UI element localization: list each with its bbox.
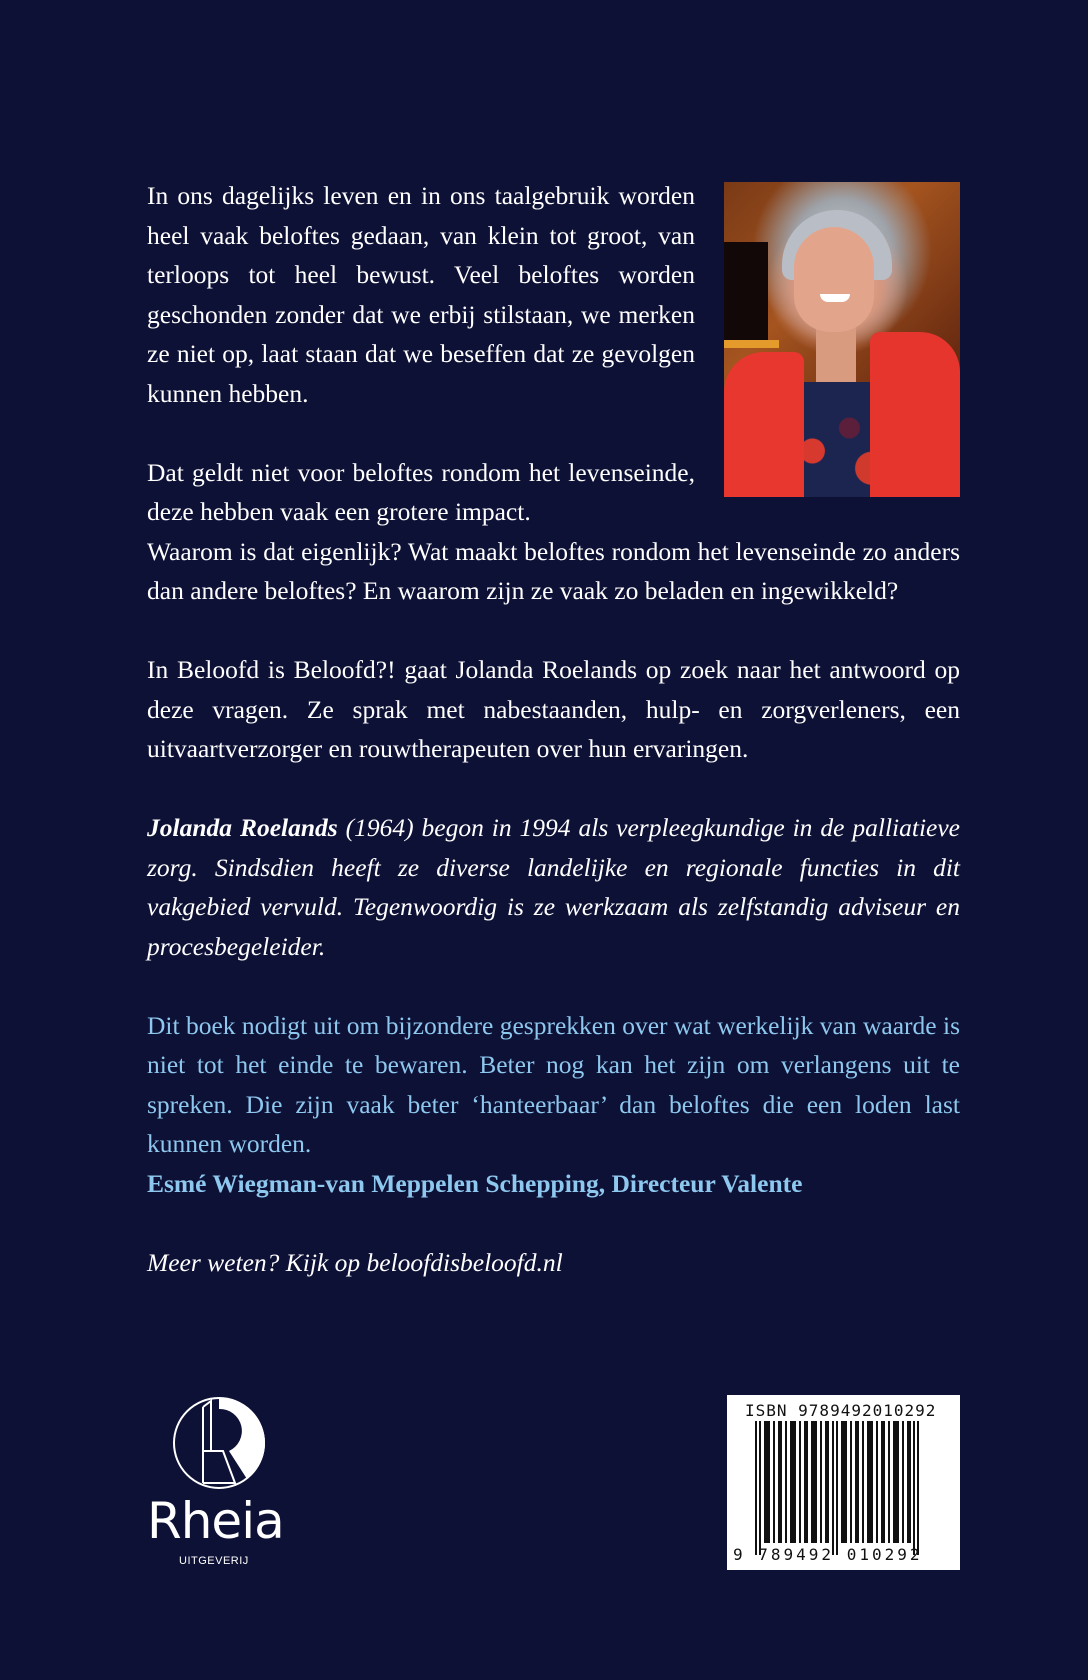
publisher-logo — [147, 1393, 297, 1573]
endorsement-attribution: Esmé Wiegman-van Meppelen Schepping, Directeur Valente — [147, 1168, 803, 1198]
questions-paragraph: Waarom is dat eigenlijk? Wat maakt beloftes rondom het levenseinde zo anders dan andere beloftes? En waarom zijn ze vaak zo beladen en ingewikkeld? — [147, 536, 960, 605]
author-bio-text: (1964) begon in 1994 als verpleegkundige in de palliatieve zorg. Sindsdien heeft ze diverse landelijke en regionale functies in dit vakgebied vervuld. Tegenwoordig is ze werkzaam als zelfstandig adviseur en procesbegeleider. — [147, 813, 960, 961]
rheia-r-circle-icon — [167, 1393, 271, 1493]
text-column — [147, 176, 960, 1322]
author-bio — [147, 808, 960, 966]
author-photo — [724, 182, 960, 497]
publisher-name: Rheia — [147, 1492, 284, 1550]
photo-lamp-glow — [724, 340, 779, 348]
isbn-barcode — [727, 1395, 960, 1570]
isbn-digits: 9 789492 010292 — [733, 1545, 923, 1564]
isbn-label: ISBN 9789492010292 — [745, 1401, 937, 1420]
author-name: Jolanda Roelands — [147, 813, 338, 842]
barcode-bars-icon — [747, 1421, 929, 1555]
endorsement-quote: Dit boek nodigt uit om bijzondere gesprekken over wat werkelijk van waarde is niet tot het einde te bewaren. Beter nog kan het zijn om verlangens uit te spreken. Die zijn vaak beter ‘hanteerbaar’ dan beloftes die een loden last kunnen worden. — [147, 1010, 960, 1158]
photo-lamp-shape — [724, 242, 768, 342]
publisher-subtitle: UITGEVERIJ — [179, 1555, 249, 1567]
photo-shawl-left — [724, 352, 804, 497]
more-info-link: Meer weten? Kijk op beloofdisbeloofd.nl — [147, 1247, 563, 1277]
photo-face-shape — [794, 227, 874, 332]
book-summary-paragraph: In Beloofd is Beloofd?! gaat Jolanda Roelands op zoek naar het antwoord op deze vragen. Ze sprak met nabestaanden, hulp- en zorgverleners, een uitvaartverzorger en rouwtherapeuten over hun ervaringen. — [147, 655, 960, 763]
intro-paragraph: In ons dagelijks leven en in ons taalgebruik worden heel vaak beloftes gedaan, van klein tot groot, van terloops tot heel bewust. Veel beloftes worden geschonden zonder dat we erbij stilstaan, we merken ze niet op, laat staan dat we beseffen dat ze gevolgen kunnen hebben. — [147, 181, 695, 408]
photo-shawl-right — [870, 332, 960, 497]
photo-smile-shape — [820, 294, 850, 302]
levenseinde-paragraph: Dat geldt niet voor beloftes rondom het levenseinde, deze hebben vaak een grotere impact. — [147, 457, 695, 526]
